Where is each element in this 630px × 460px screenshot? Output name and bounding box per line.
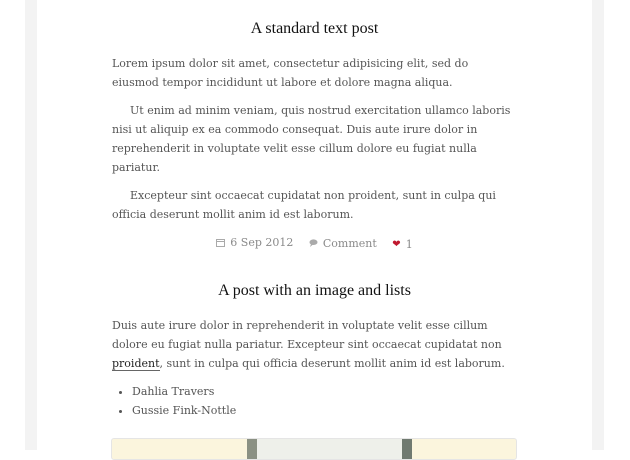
page-gutter <box>25 0 604 450</box>
post-standard <box>112 20 517 251</box>
post-comment-link[interactable] <box>309 237 377 250</box>
post-image <box>111 438 517 460</box>
post-meta <box>112 236 517 251</box>
post-title[interactable]: A standard text post <box>250 20 379 37</box>
proident-link[interactable]: proident <box>112 357 160 370</box>
post-paragraph: Ut enim ad minim veniam, quis nostrud exercitation ullamco laboris nisi ut aliquip ex ea commodo consequat. Duis aute irure dolor in reprehenderit in voluptate velit esse cillum dolore eu fugiat nulla pariatur. <box>112 104 511 174</box>
list-item: • Dahlia Travers <box>132 382 517 401</box>
post-text: , sunt in culpa qui officia deserunt mollit anim id est laborum. <box>159 357 505 370</box>
post-text: Duis aute irure dolor in reprehenderit in voluptate velit esse cillum dolore eu fugiat nulla pariatur. Excepteur sint occaecat cupidatat non <box>112 319 502 351</box>
heart-icon: ❤ <box>392 239 401 250</box>
post-date[interactable] <box>216 236 293 249</box>
post-paragraph: Excepteur sint occaecat cupidatat non proident, sunt in culpa qui officia deserunt mollit anim id est laborum. <box>112 189 496 221</box>
content-column <box>37 0 592 450</box>
post-image-lists <box>112 282 517 420</box>
post-paragraph <box>112 316 517 373</box>
list-item: • Gussie Fink-Nottle <box>132 401 517 420</box>
calendar-icon <box>216 238 225 247</box>
post-comment-label: Comment <box>322 236 377 250</box>
post-title[interactable]: A post with an image and lists <box>218 282 411 299</box>
post-like-count: 1 <box>405 238 413 251</box>
post-like[interactable] <box>392 238 412 251</box>
comment-icon <box>309 239 318 247</box>
post-paragraph: Lorem ipsum dolor sit amet, consectetur adipisicing elit, sed do eiusmod tempor incididunt ut labore et dolore magna aliqua. <box>112 57 469 89</box>
post-list <box>112 382 517 420</box>
post-date-label: 6 Sep 2012 <box>230 236 294 249</box>
